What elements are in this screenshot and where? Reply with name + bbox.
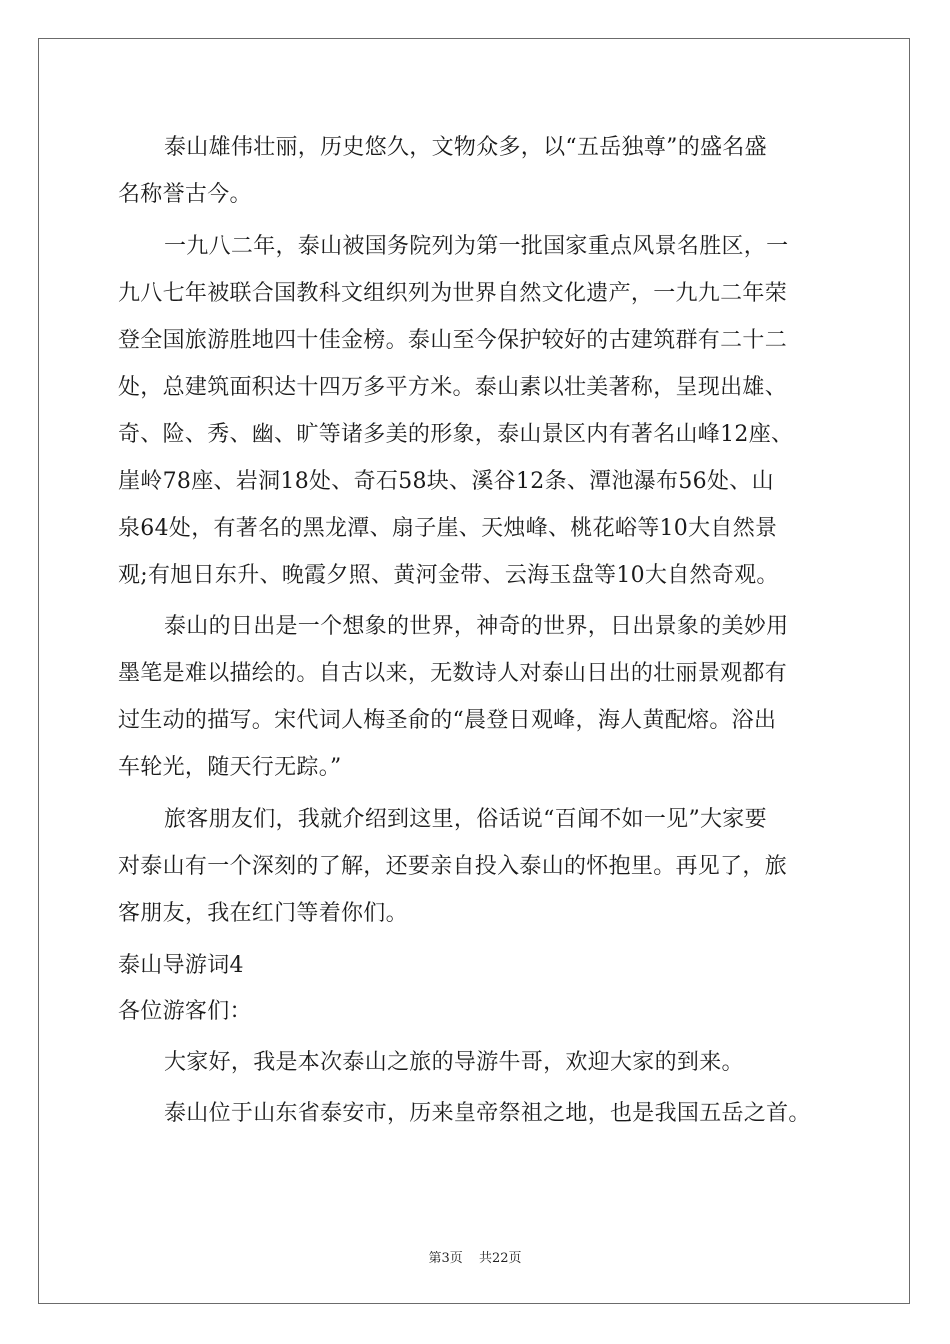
paragraph-line: 泰山雄伟壮丽，历史悠久，文物众多，以“五岳独尊”的盛名盛 bbox=[164, 135, 767, 160]
paragraph-line: 过生动的描写。宋代词人梅圣俞的“晨登日观峰，海人黄配熔。浴出 bbox=[118, 708, 777, 733]
paragraph-line: 对泰山有一个深刻的了解，还要亲自投入泰山的怀抱里。再见了，旅 bbox=[118, 854, 788, 879]
paragraph-line: 墨笔是难以描绘的。自古以来，无数诗人对泰山日出的壮丽景观都有 bbox=[118, 661, 788, 686]
section-heading: 泰山导游词4 bbox=[118, 953, 244, 978]
paragraph-line: 观;有旭日东升、晚霞夕照、黄河金带、云海玉盘等10大自然奇观。 bbox=[118, 563, 779, 588]
paragraph-line: 奇、险、秀、幽、旷等诸多美的形象，泰山景区内有著名山峰12座、 bbox=[118, 422, 794, 447]
page-footer bbox=[0, 1247, 950, 1266]
paragraph-line: 旅客朋友们，我就介绍到这里，俗话说“百闻不如一见”大家要 bbox=[164, 807, 767, 832]
paragraph-line: 车轮光，随天行无踪。” bbox=[118, 755, 342, 780]
paragraph-line: 九八七年被联合国教科文组织列为世界自然文化遗产，一九九二年荣 bbox=[118, 281, 788, 306]
paragraph-line: 泰山位于山东省泰安市，历来皇帝祭祖之地，也是我国五岳之首。 bbox=[164, 1101, 811, 1126]
paragraph-line: 大家好，我是本次泰山之旅的导游牛哥，欢迎大家的到来。 bbox=[164, 1050, 744, 1075]
paragraph-line: 客朋友，我在红门等着你们。 bbox=[118, 901, 408, 926]
paragraph-line: 登全国旅游胜地四十佳金榜。泰山至今保护较好的古建筑群有二十二 bbox=[118, 328, 788, 353]
paragraph-line: 名称誉古今。 bbox=[118, 182, 252, 207]
paragraph-line: 泰山的日出是一个想象的世界，神奇的世界，日出景象的美妙用 bbox=[164, 614, 789, 639]
paragraph-line: 泉64处，有著名的黑龙潭、扇子崖、天烛峰、桃花峪等10大自然景 bbox=[118, 516, 778, 541]
page-number: 第3页 bbox=[428, 1251, 463, 1266]
page-total: 共22页 bbox=[478, 1251, 522, 1266]
greeting-line: 各位游客们： bbox=[118, 999, 252, 1024]
paragraph-line: 一九八二年，泰山被国务院列为第一批国家重点风景名胜区，一 bbox=[164, 234, 789, 259]
paragraph-line: 处，总建筑面积达十四万多平方米。泰山素以壮美著称，呈现出雄、 bbox=[118, 375, 788, 400]
paragraph-line: 崖岭78座、岩洞18处、奇石58块、溪谷12条、潭池瀑布56处、山 bbox=[118, 469, 774, 494]
